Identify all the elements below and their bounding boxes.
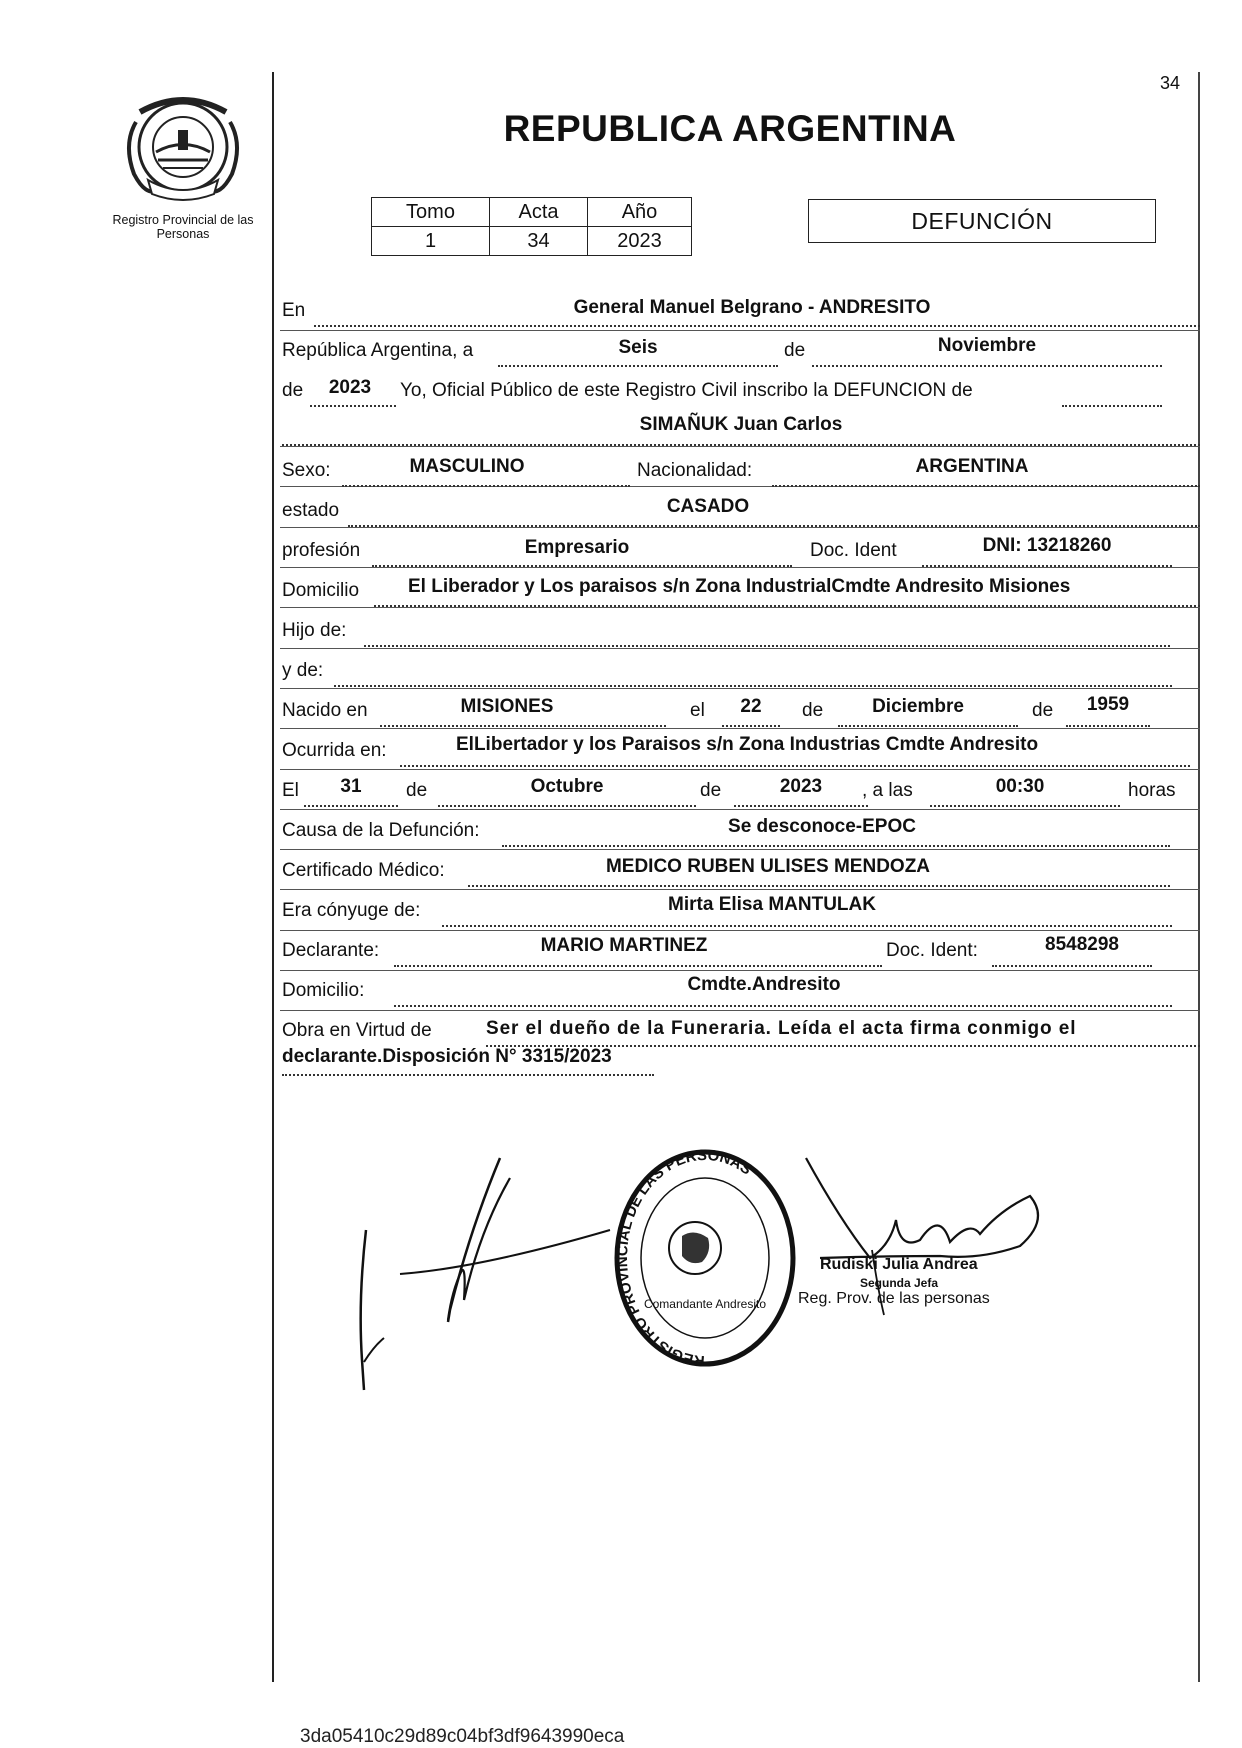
doc-value: DNI: 13218260: [982, 535, 1112, 556]
row-causa: [282, 816, 1200, 850]
dotted-line: [734, 805, 868, 807]
official-stamp: [612, 1148, 798, 1378]
row-declarante: [282, 934, 1200, 970]
dotted-line: [394, 1005, 1172, 1007]
horas-label: horas: [1128, 780, 1176, 801]
dotted-line: [838, 725, 1018, 727]
de-label: de: [700, 780, 722, 801]
fall-mes-value: Octubre: [530, 776, 604, 797]
yo-text: Yo, Oficial Público de este Registro Civil inscribo la DEFUNCION de: [400, 380, 973, 401]
conyuge-label: Era cónyuge de:: [282, 900, 421, 921]
rep-label: República Argentina, a: [282, 340, 474, 361]
nacido-value: MISIONES: [460, 696, 554, 717]
domicilio-label: Domicilio: [282, 580, 360, 601]
declarante-domicilio-label: Domicilio:: [282, 980, 365, 1001]
profesion-value: Empresario: [524, 537, 630, 558]
en-label: En: [282, 300, 306, 321]
dotted-line: [468, 885, 1170, 887]
row-domicilio-declarante: [282, 974, 1200, 1010]
dotted-line: [930, 805, 1120, 807]
hora-value: 00:30: [995, 776, 1045, 797]
de-label: de: [802, 700, 824, 721]
sexo-label: Sexo:: [282, 460, 331, 481]
row-profesion: [282, 535, 1200, 570]
acta-value: 34: [490, 227, 588, 256]
de-label: de: [406, 780, 428, 801]
dotted-line: [380, 725, 666, 727]
sexo-value: MASCULINO: [409, 456, 525, 477]
official-name: Rudiski Julia Andrea: [820, 1256, 978, 1273]
dotted-line: [304, 805, 398, 807]
dotted-line: [282, 1074, 654, 1076]
dotted-line: [372, 565, 792, 567]
svg-text:REGISTRO PROVINCIAL DE LAS PER: [614, 1148, 755, 1369]
record-table: [371, 197, 692, 256]
el-fecha-label: El: [282, 780, 299, 801]
dotted-line: [282, 444, 1200, 446]
dotted-line: [722, 725, 780, 727]
ocurrida-value: ElLibertador y los Paraisos s/n Zona Industrias Cmdte Andresito: [456, 734, 1039, 755]
nac-mes-value: Diciembre: [872, 696, 964, 717]
stamp-ring-text: REGISTRO PROVINCIAL DE LAS PERSONAS: [613, 1148, 755, 1370]
de-label: de: [784, 340, 806, 361]
nac-dia-value: 22: [740, 696, 762, 717]
fall-anio-value: 2023: [779, 776, 823, 797]
dotted-line: [334, 685, 1172, 687]
provincial-emblem-icon: [118, 82, 248, 207]
nac-anio-value: 1959: [1086, 694, 1130, 715]
declarante-doc-label: Doc. Ident:: [886, 940, 978, 961]
dotted-line: [772, 485, 1200, 487]
row-divider: [280, 1010, 1200, 1011]
dotted-line: [310, 405, 396, 407]
certificado-value: MEDICO RUBEN ULISES MENDOZA: [605, 856, 931, 877]
dotted-line: [400, 765, 1190, 767]
stamp-inner-text: Comandante Andresito: [643, 1297, 767, 1311]
row-nombre: [282, 414, 1200, 450]
row-yo: [282, 377, 1200, 410]
row-domicilio: [282, 576, 1200, 610]
mes-value: Noviembre: [937, 335, 1037, 356]
declarante-value: MARIO MARTINEZ: [540, 935, 708, 956]
estado-value: CASADO: [666, 496, 750, 517]
row-fecha-fallecimiento: [282, 776, 1200, 810]
row-ocurrida: [282, 734, 1200, 770]
row-conyuge: [282, 894, 1200, 930]
a-las-label: , a las: [862, 780, 913, 801]
dotted-line: [364, 645, 1170, 647]
dotted-line: [438, 805, 696, 807]
y-de-label: y de:: [282, 660, 324, 681]
dotted-line: [922, 565, 1172, 567]
document-hash: 3da05410c29d89c04bf3df9643990eca: [300, 1726, 625, 1747]
lugar-value: General Manuel Belgrano - ANDRESITO: [573, 297, 931, 318]
row-hijo: [282, 620, 1200, 650]
nacionalidad-value: ARGENTINA: [915, 456, 1029, 477]
dotted-line: [342, 485, 630, 487]
declarante-label: Declarante:: [282, 940, 380, 961]
row-nacido: [282, 694, 1200, 730]
domicilio-value: El Liberador y Los paraisos s/n Zona IndustrialCmdte Andresito Misiones: [408, 576, 1071, 597]
row-divider: [280, 330, 1200, 331]
acta-header: Acta: [490, 198, 588, 227]
el-label: el: [690, 700, 705, 721]
certificado-label: Certificado Médico:: [282, 860, 445, 881]
hijo-label: Hijo de:: [282, 620, 347, 641]
row-y-de: [282, 660, 1200, 690]
row-divider: [280, 930, 1200, 931]
declarante-doc-value: 8548298: [1045, 934, 1119, 955]
doc-label: Doc. Ident: [810, 540, 897, 561]
profesion-label: profesión: [282, 540, 361, 561]
dotted-line: [1066, 725, 1150, 727]
institution-name: Registro Provincial de las Personas: [112, 213, 254, 241]
de-label: de: [1032, 700, 1054, 721]
record-type-box: DEFUNCIÓN: [808, 199, 1156, 243]
obra-label: Obra en Virtud de: [282, 1020, 432, 1041]
row-fecha: [282, 335, 1200, 370]
causa-value: Se desconoce-EPOC: [728, 816, 916, 837]
estado-label: estado: [282, 500, 340, 521]
tomo-value: 1: [372, 227, 490, 256]
dotted-line: [348, 525, 1200, 527]
dotted-line: [394, 965, 882, 967]
conyuge-value: Mirta Elisa MANTULAK: [668, 894, 876, 915]
dotted-line: [498, 365, 778, 367]
dotted-line: [812, 365, 1162, 367]
declarante-domicilio-value: Cmdte.Andresito: [687, 974, 841, 995]
row-en: [282, 297, 1200, 330]
ocurrida-label: Ocurrida en:: [282, 740, 387, 761]
obra-value-1: Ser el dueño de la Funeraria. Leída el acta firma conmigo el: [486, 1018, 1077, 1039]
row-certificado: [282, 856, 1200, 890]
dotted-line: [442, 925, 1172, 927]
nacido-label: Nacido en: [282, 700, 368, 721]
page-number: 34: [1160, 73, 1181, 93]
dia-value: Seis: [618, 337, 658, 358]
row-sexo: [282, 456, 1200, 490]
fall-dia-value: 31: [340, 776, 362, 797]
dotted-line: [314, 325, 1200, 327]
row-obra-2: [282, 1046, 1200, 1076]
declarant-signature: [340, 1150, 640, 1400]
row-divider: [280, 970, 1200, 971]
dotted-line: [374, 605, 1200, 607]
nombre-value: SIMAÑUK Juan Carlos: [639, 414, 843, 435]
anio-value: 2023: [588, 227, 692, 256]
dotted-line: [502, 845, 1170, 847]
official-role: Segunda Jefa: [860, 1276, 939, 1290]
official-office: Reg. Prov. de las personas: [798, 1290, 990, 1307]
dotted-line: [992, 965, 1152, 967]
nacionalidad-label: Nacionalidad:: [637, 460, 753, 481]
dotted-line: [1062, 405, 1162, 407]
tomo-header: Tomo: [372, 198, 490, 227]
de-anio-label: de: [282, 380, 304, 401]
obra-value-2: declarante.Disposición N° 3315/2023: [282, 1046, 612, 1067]
causa-label: Causa de la Defunción:: [282, 820, 480, 841]
row-estado: [282, 496, 1200, 530]
page-title: REPUBLICA ARGENTINA: [503, 108, 957, 149]
left-margin-rule: [272, 72, 274, 1682]
anio-value: 2023: [328, 377, 372, 398]
anio-header: Año: [588, 198, 692, 227]
